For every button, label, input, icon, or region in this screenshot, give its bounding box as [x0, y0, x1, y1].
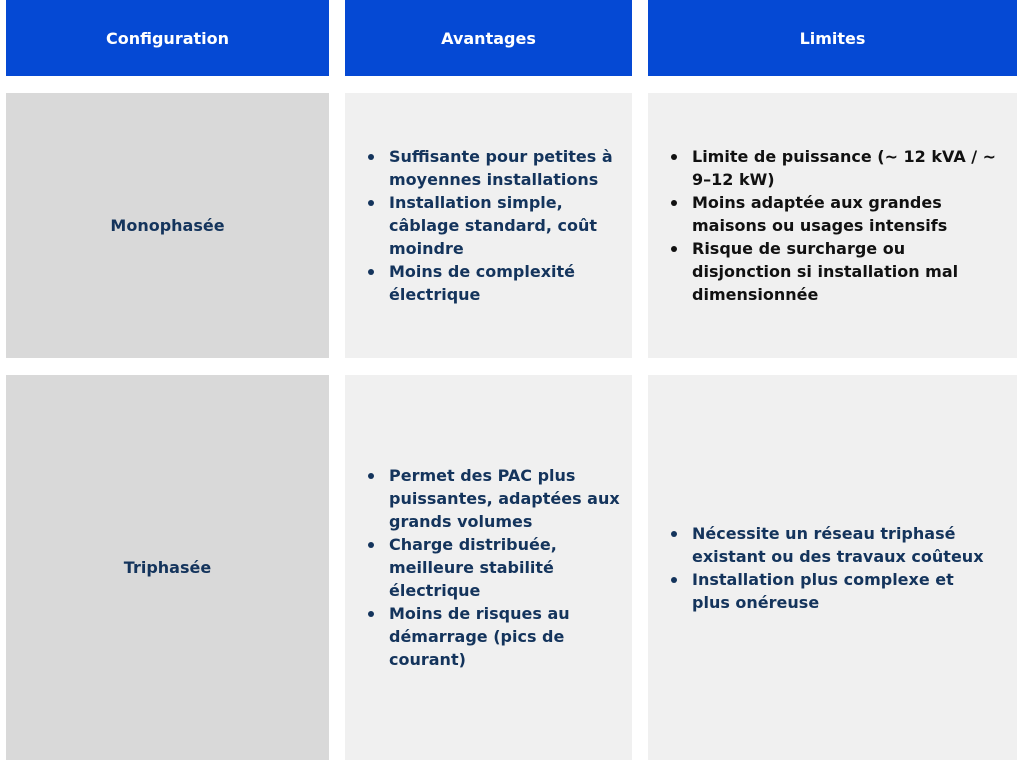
- header-limites: Limites: [648, 0, 1017, 76]
- list-item: Moins adaptée aux grandes maisons ou usages intensifs: [668, 191, 997, 237]
- header-avantages: Avantages: [345, 0, 632, 76]
- list-item: Limite de puissance (~ 12 kVA / ~ 9–12 kW): [668, 145, 997, 191]
- list-item: Installation plus complexe et plus onéreuse: [668, 568, 997, 614]
- limites-list: [668, 522, 997, 614]
- avantages-monophasee: [345, 93, 632, 358]
- limites-list: [668, 145, 997, 306]
- list-item: Suffisante pour petites à moyennes installations: [365, 145, 620, 191]
- header-configuration: Configuration: [6, 0, 329, 76]
- list-item: Moins de risques au démarrage (pics de courant): [365, 602, 620, 671]
- avantages-list: [365, 464, 620, 671]
- row-label-triphasee: Triphasée: [6, 375, 329, 760]
- limites-triphasee: [648, 375, 1017, 760]
- list-item: Moins de complexité électrique: [365, 260, 620, 306]
- limites-monophasee: [648, 93, 1017, 358]
- list-item: Installation simple, câblage standard, coût moindre: [365, 191, 620, 260]
- list-item: Nécessite un réseau triphasé existant ou des travaux coûteux: [668, 522, 997, 568]
- list-item: Risque de surcharge ou disjonction si installation mal dimensionnée: [668, 237, 997, 306]
- list-item: Charge distribuée, meilleure stabilité électrique: [365, 533, 620, 602]
- list-item: Permet des PAC plus puissantes, adaptées aux grands volumes: [365, 464, 620, 533]
- avantages-triphasee: [345, 375, 632, 760]
- row-label-monophasee: Monophasée: [6, 93, 329, 358]
- avantages-list: [365, 145, 620, 306]
